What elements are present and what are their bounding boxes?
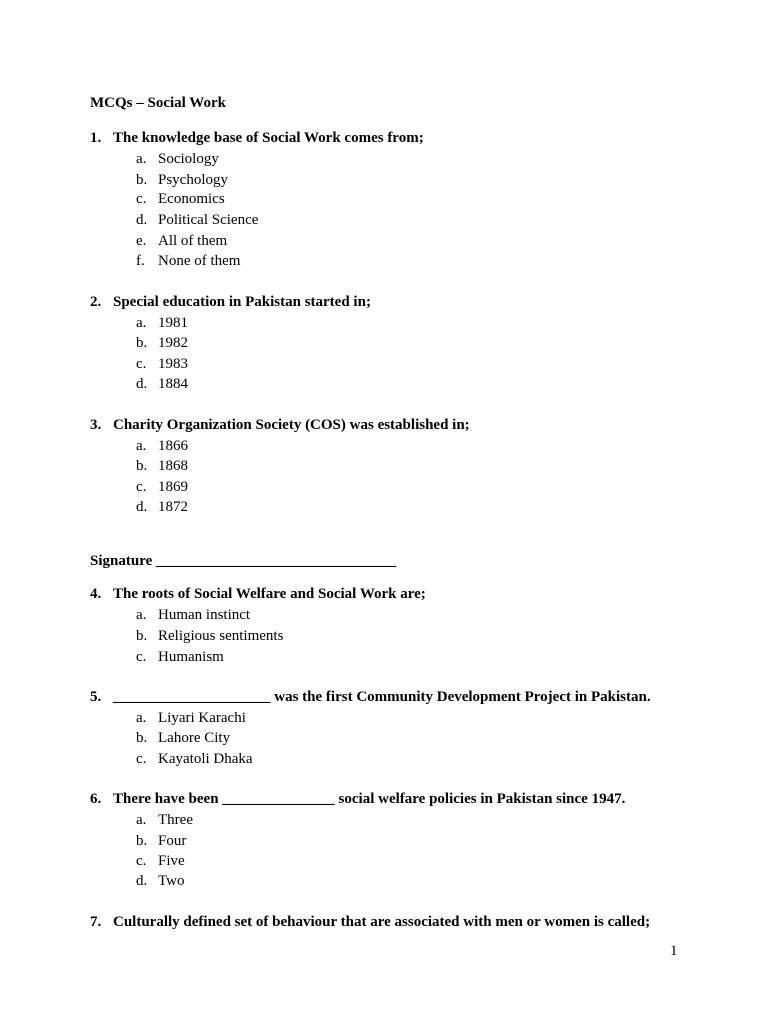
option-text: None of them xyxy=(158,253,241,269)
option-text: Lahore City xyxy=(158,730,231,746)
option-letter: f. xyxy=(136,253,145,269)
question-text: Special education in Pakistan started in; xyxy=(113,294,371,310)
option-letter: b. xyxy=(136,458,148,474)
option-text: Two xyxy=(158,873,185,889)
option-letter: c. xyxy=(136,649,147,665)
option-letter: a. xyxy=(136,812,147,828)
option-letter: a. xyxy=(136,151,147,167)
option-text: Three xyxy=(158,812,193,828)
option-letter: d. xyxy=(136,499,148,515)
question-number: 1. xyxy=(90,130,102,146)
question-number: 2. xyxy=(90,294,102,310)
document-title: MCQs – Social Work xyxy=(90,95,226,111)
question-text: _____________________ was the first Community Development Project in Pakistan. xyxy=(113,689,651,705)
question-number: 7. xyxy=(90,914,102,930)
option-text: 1982 xyxy=(158,335,188,351)
option-text: 1884 xyxy=(158,376,188,392)
question-number: 6. xyxy=(90,791,102,807)
option-letter: d. xyxy=(136,873,148,889)
option-text: Five xyxy=(158,853,185,869)
option-text: 1868 xyxy=(158,458,188,474)
option-letter: c. xyxy=(136,853,147,869)
option-text: Kayatoli Dhaka xyxy=(158,751,253,767)
option-text: Economics xyxy=(158,191,225,207)
option-text: All of them xyxy=(158,233,228,249)
question-text: The knowledge base of Social Work comes from; xyxy=(113,130,424,146)
option-text: Sociology xyxy=(158,151,219,167)
page-number: 1 xyxy=(670,943,678,959)
question-text: Charity Organization Society (COS) was established in; xyxy=(113,417,470,433)
option-letter: b. xyxy=(136,730,148,746)
option-letter: b. xyxy=(136,628,148,644)
question-number: 3. xyxy=(90,417,102,433)
question-number: 4. xyxy=(90,586,102,602)
option-letter: a. xyxy=(136,315,147,331)
option-letter: d. xyxy=(136,376,148,392)
option-text: Psychology xyxy=(158,172,229,188)
question-text: There have been _______________ social welfare policies in Pakistan since 1947. xyxy=(113,791,626,807)
option-text: Religious sentiments xyxy=(158,628,284,644)
question-text: Culturally defined set of behaviour that are associated with men or women is called; xyxy=(113,914,651,930)
option-text: 1981 xyxy=(158,315,188,331)
option-text: 1872 xyxy=(158,499,188,515)
option-text: Human instinct xyxy=(158,607,251,623)
option-text: Political Science xyxy=(158,212,259,228)
option-letter: c. xyxy=(136,356,147,372)
option-letter: c. xyxy=(136,479,147,495)
option-letter: c. xyxy=(136,751,147,767)
option-letter: b. xyxy=(136,172,148,188)
option-text: Four xyxy=(158,833,187,849)
option-text: 1983 xyxy=(158,356,188,372)
option-letter: a. xyxy=(136,438,147,454)
option-text: Humanism xyxy=(158,649,224,665)
option-letter: b. xyxy=(136,833,148,849)
option-letter: a. xyxy=(136,710,147,726)
option-text: 1866 xyxy=(158,438,188,454)
option-text: Liyari Karachi xyxy=(158,710,246,726)
option-letter: a. xyxy=(136,607,147,623)
option-letter: b. xyxy=(136,335,148,351)
option-letter: c. xyxy=(136,191,147,207)
option-letter: d. xyxy=(136,212,148,228)
option-text: 1869 xyxy=(158,479,188,495)
question-text: The roots of Social Welfare and Social Work are; xyxy=(113,586,426,602)
signature-line: Signature ________________________________ xyxy=(90,553,396,569)
question-number: 5. xyxy=(90,689,102,705)
option-letter: e. xyxy=(136,233,147,249)
